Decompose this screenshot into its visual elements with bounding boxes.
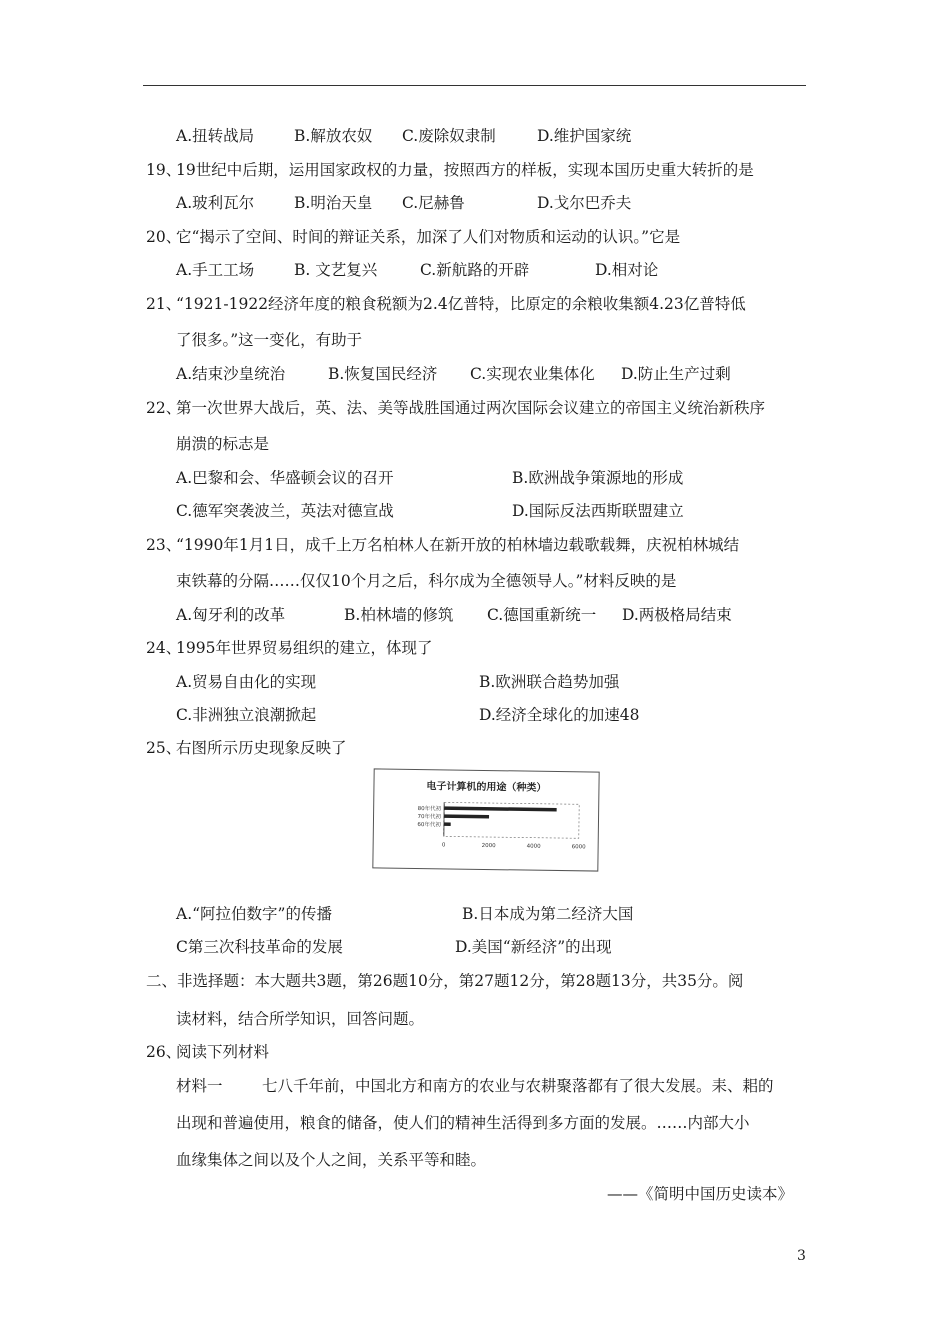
q23-option-c: C.德国重新统一 xyxy=(487,606,597,624)
q23-text-2: 束铁幕的分隔……仅仅10个月之后，科尔成为全德领导人。”材料反映的是 xyxy=(176,572,677,590)
q26-material-text-3: 血缘集体之间以及个人之间，关系平等和睦。 xyxy=(176,1151,487,1169)
chart-category-label: 80年代初 xyxy=(417,806,442,813)
q20-number: 20、 xyxy=(146,228,182,246)
q25-option-d: D.美国“新经济”的出现 xyxy=(455,938,612,956)
q22-option-b: B.欧洲战争策源地的形成 xyxy=(512,469,684,487)
section2-text-2: 读材料，结合所学知识，回答问题。 xyxy=(176,1010,425,1028)
q26-material-text-1: 七八千年前，中国北方和南方的农业与农耕聚落都有了很大发展。耒、耜的 xyxy=(262,1077,774,1095)
q25-text: 右图所示历史现象反映了 xyxy=(176,739,347,757)
q25-option-a: A.“阿拉伯数字”的传播 xyxy=(176,905,332,923)
q21-text-1: “1921-1922经济年度的粮食税额为2.4亿普特，比原定的余粮收集额4.23亿普特低 xyxy=(176,295,746,313)
q26-source: ——《简明中国历史读本》 xyxy=(607,1185,794,1203)
q26-material-label: 材料一 xyxy=(176,1077,223,1095)
q24-option-d: D.经济全球化的加速48 xyxy=(479,706,640,724)
q23-option-d: D.两极格局结束 xyxy=(622,606,732,624)
q26-text: 阅读下列材料 xyxy=(176,1043,270,1061)
q19-number: 19、 xyxy=(146,161,182,179)
q21-option-b: B.恢复国民经济 xyxy=(328,365,438,383)
q22-text-1: 第一次世界大战后，英、法、美等战胜国通过两次国际会议建立的帝国主义统治新秩序 xyxy=(176,399,766,417)
q19-option-a: A.玻利瓦尔 xyxy=(176,194,255,212)
q22-option-c: C.德军突袭波兰，英法对德宣战 xyxy=(176,502,394,520)
chart-category-label: 70年代初 xyxy=(417,814,442,821)
q21-number: 21、 xyxy=(146,295,182,313)
q18-option-c: C.废除奴隶制 xyxy=(402,127,496,145)
q24-text: 1995年世界贸易组织的建立，体现了 xyxy=(176,639,433,657)
chart-bar xyxy=(444,806,557,811)
chart-x-tick-label: 2000 xyxy=(481,842,496,850)
q24-number: 24、 xyxy=(146,639,182,657)
q21-option-a: A.结束沙皇统治 xyxy=(176,365,286,383)
q24-option-c: C.非洲独立浪潮掀起 xyxy=(176,706,317,724)
computer-usage-chart xyxy=(372,768,599,871)
q24-option-a: A.贸易自由化的实现 xyxy=(176,673,317,691)
q23-text-1: “1990年1月1日，成千上万名柏林人在新开放的柏林墙边载歌载舞，庆祝柏林城结 xyxy=(176,536,740,554)
q24-option-b: B.欧洲联合趋势加强 xyxy=(479,673,620,691)
q20-text: 它“揭示了空间、时间的辩证关系，加深了人们对物质和运动的认识。”它是 xyxy=(176,228,681,246)
chart-bars xyxy=(444,806,557,827)
q25-option-c: C第三次科技革命的发展 xyxy=(176,938,343,956)
q23-option-a: A.匈牙利的改革 xyxy=(176,606,286,624)
q26-material-text-2: 出现和普遍使用，粮食的储备，使人们的精神生活得到多方面的发展。……内部大小 xyxy=(176,1114,750,1132)
chart-title: 电子计算机的用途（种类） xyxy=(426,781,547,794)
q19-option-b: B.明治天皇 xyxy=(294,194,373,212)
chart-bar xyxy=(444,814,489,818)
chart-bar xyxy=(444,822,451,826)
q25-option-b: B.日本成为第二经济大国 xyxy=(462,905,634,923)
q21-text-2: 了很多。”这一变化，有助于 xyxy=(176,331,363,349)
q20-option-d: D.相对论 xyxy=(595,261,659,279)
section2-text-1: 二、非选择题：本大题共3题，第26题10分，第27题12分，第28题13分，共35分。阅 xyxy=(146,972,744,990)
chart-category-labels xyxy=(417,804,441,828)
q18-option-b: B.解放农奴 xyxy=(294,127,373,145)
q21-option-d: D.防止生产过剩 xyxy=(621,365,731,383)
q22-option-d: D.国际反法西斯联盟建立 xyxy=(512,502,684,520)
q21-option-c: C.实现农业集体化 xyxy=(470,365,595,383)
chart-x-tick-label: 4000 xyxy=(526,843,541,850)
q26-number: 26、 xyxy=(146,1043,182,1061)
q22-number: 22、 xyxy=(146,399,182,417)
q19-option-c: C.尼赫鲁 xyxy=(402,194,465,212)
q20-option-a: A.手工工场 xyxy=(176,261,255,279)
q20-option-c: C.新航路的开辟 xyxy=(420,261,530,279)
chart-x-tick-label: 0 xyxy=(441,842,446,849)
q25-number: 25、 xyxy=(146,739,182,757)
q22-option-a: A.巴黎和会、华盛顿会议的召开 xyxy=(176,469,394,487)
chart-canvas xyxy=(373,769,598,870)
q19-text: 19世纪中后期，运用国家政权的力量，按照西方的样板，实现本国历史重大转折的是 xyxy=(176,161,754,179)
chart-x-tick-label: 6000 xyxy=(571,844,586,851)
header-rule xyxy=(143,85,806,86)
q19-option-d: D.戈尔巴乔夫 xyxy=(537,194,632,212)
q23-option-b: B.柏林墙的修筑 xyxy=(344,606,454,624)
chart-x-ticks xyxy=(442,842,586,850)
chart-category-label: 60年代初 xyxy=(417,822,441,829)
q23-number: 23、 xyxy=(146,536,182,554)
q22-text-2: 崩溃的标志是 xyxy=(176,435,270,453)
page-number: 3 xyxy=(797,1248,806,1264)
q18-option-a: A.扭转战局 xyxy=(176,127,255,145)
q18-option-d: D.维护国家统 xyxy=(537,127,632,145)
q20-option-b: B. 文艺复兴 xyxy=(294,261,378,279)
